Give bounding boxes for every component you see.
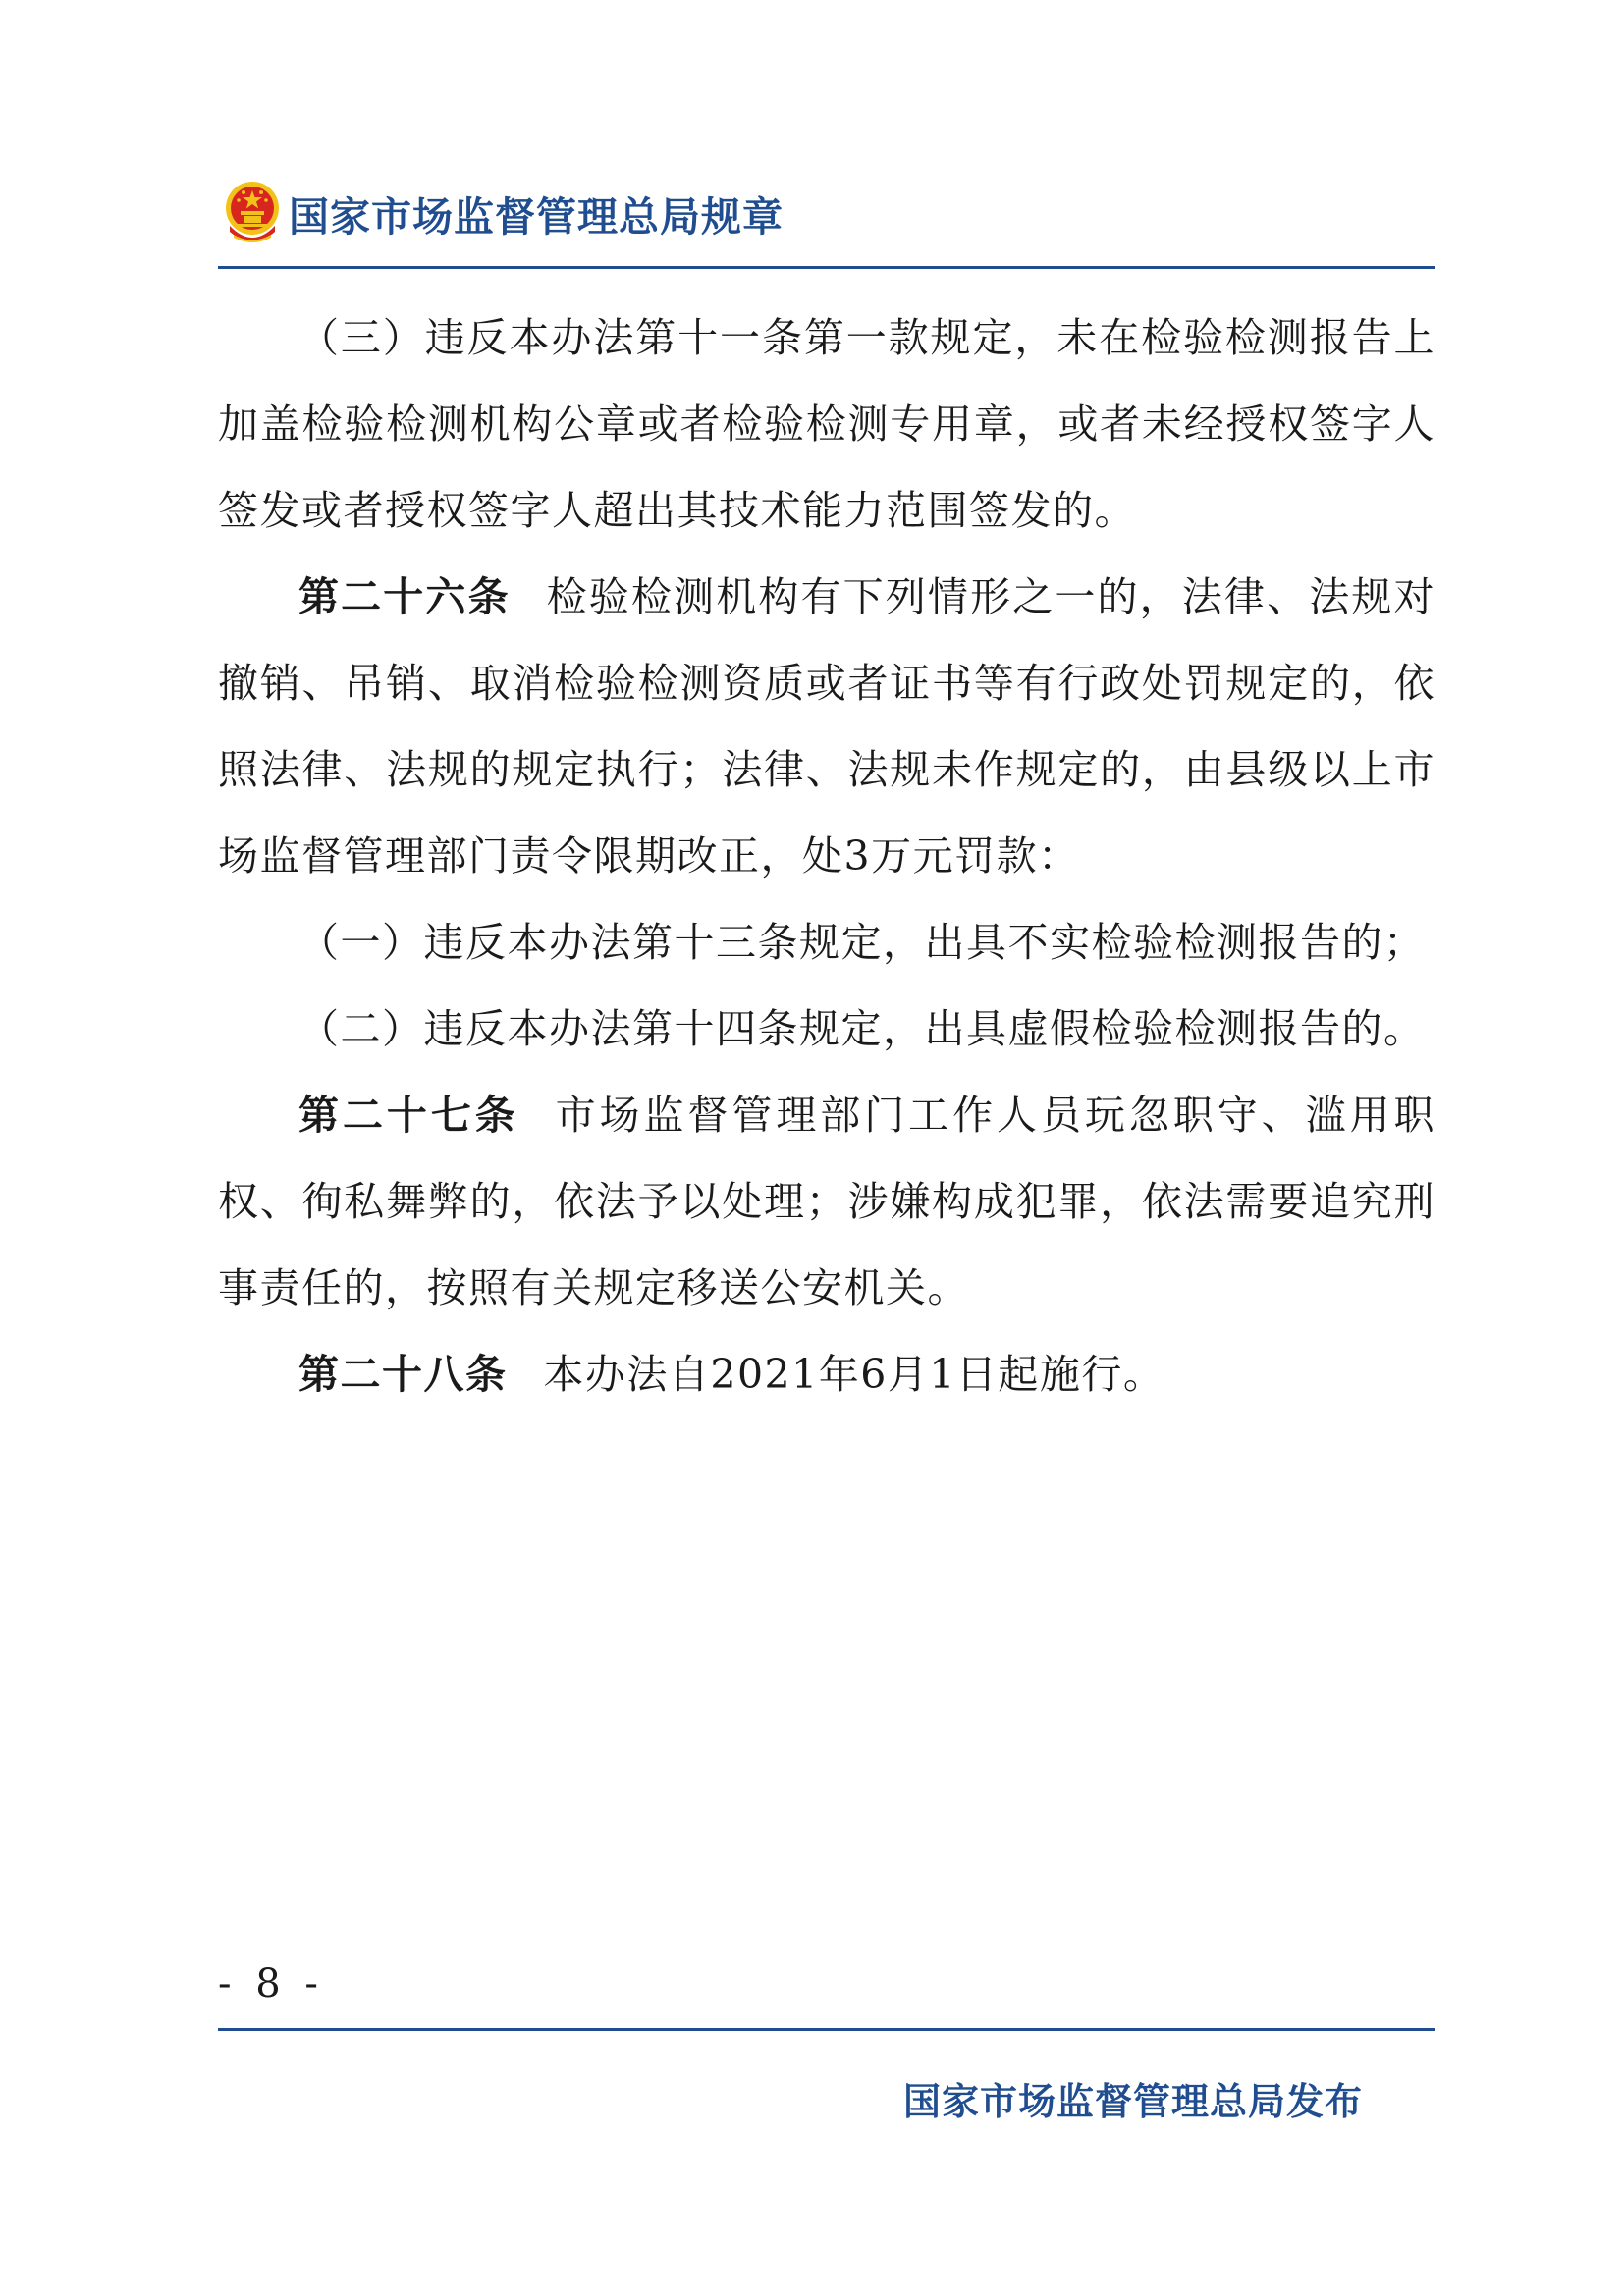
article-28 xyxy=(218,1331,1435,1417)
document-body xyxy=(218,294,1435,1417)
article-text: 检验检测机构有下列情形之一的，法律、法规对撤销、吊销、取消检验检测资质或者证书等有行政处罚规定的，依照法律、法规的规定执行；法律、法规未作规定的，由县级以上市场监督管理部门责令限期改正，处3万元罚款： xyxy=(218,573,1436,880)
national-emblem-icon xyxy=(224,181,281,243)
paragraph xyxy=(218,899,1435,986)
paragraph xyxy=(218,986,1435,1072)
article-text: 本办法自2021年6月1日起施行。 xyxy=(543,1351,1165,1398)
page-number: - 8 - xyxy=(218,1961,324,2006)
paragraph xyxy=(218,294,1435,554)
paragraph-text: （二）违反本办法第十四条规定，出具虚假检验检测报告的。 xyxy=(298,1005,1426,1052)
header-title: 国家市场监督管理总局规章 xyxy=(289,193,784,240)
article-number: 第二十六条 xyxy=(298,573,511,620)
paragraph-text: （三）违反本办法第十一条第一款规定，未在检验检测报告上加盖检验检测机构公章或者检验检测专用章，或者未经授权签字人签发或者授权签字人超出其技术能力范围签发的。 xyxy=(218,314,1435,534)
paragraph-text: （一）违反本办法第十三条规定，出具不实检验检测报告的； xyxy=(298,919,1426,966)
footer-divider xyxy=(218,2028,1435,2031)
header-divider xyxy=(218,266,1435,269)
article-text: 市场监督管理部门工作人员玩忽职守、滥用职权、徇私舞弊的，依法予以处理；涉嫌构成犯罪，依法需要追究刑事责任的，按照有关规定移送公安机关。 xyxy=(218,1092,1436,1311)
article-27 xyxy=(218,1072,1435,1331)
article-number: 第二十八条 xyxy=(298,1351,508,1398)
article-number: 第二十七条 xyxy=(298,1092,519,1139)
footer-publisher: 国家市场监督管理总局发布 xyxy=(903,2080,1364,2123)
article-26 xyxy=(218,554,1435,899)
page-header xyxy=(218,177,1435,267)
